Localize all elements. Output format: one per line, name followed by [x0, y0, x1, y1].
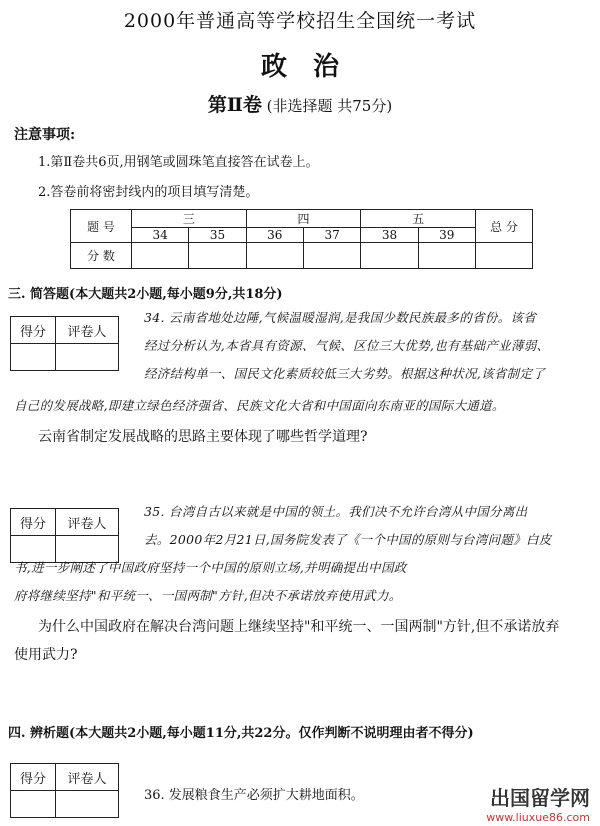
- score-cell[interactable]: [132, 243, 189, 269]
- q34-line-1: 34. 云南省地处边陲,气候温暖湿润,是我国少数民族最多的省份。该省: [144, 310, 537, 325]
- q35-line-3: 书,进一步阐述了中国政府坚持一个中国的原则立场,并明确提出中国政: [14, 560, 407, 575]
- group-4-header: 四: [246, 210, 361, 228]
- grader-score-label: 得分: [11, 764, 56, 791]
- volume-label: 第Ⅱ卷: [207, 94, 262, 116]
- question-number: 34: [132, 228, 189, 243]
- q35-question-line-1: 为什么中国政府在解决台湾问题上继续坚持"和平统一、一国两制"方针,但不承诺放弃: [38, 619, 560, 635]
- watermark-name: 出国留学网: [490, 786, 590, 810]
- q36-text: 36. 发展粮食生产必须扩大耕地面积。: [144, 788, 364, 803]
- score-cell[interactable]: [361, 243, 418, 269]
- grader-reviewer-label: 评卷人: [56, 509, 119, 536]
- subject-title: 政治: [260, 52, 365, 82]
- question-number: 38: [361, 228, 418, 243]
- grader-reviewer-label: 评卷人: [56, 317, 119, 344]
- q34-question: 云南省制定发展战略的思路主要体现了哪些哲学道理?: [38, 429, 368, 445]
- section4-heading: 四. 辨析题(本大题共2小题,每小题11分,共22分。仅作判断不说明理由者不得分): [8, 726, 474, 741]
- grader-score-cell[interactable]: [11, 344, 56, 371]
- total-score-cell[interactable]: [476, 243, 533, 269]
- score-cell[interactable]: [246, 243, 303, 269]
- grader-box-34: [10, 316, 119, 371]
- question-number: 36: [246, 228, 303, 243]
- exam-title: 2000年普通高等学校招生全国统一考试: [123, 10, 477, 32]
- grader-reviewer-cell[interactable]: [56, 791, 119, 818]
- notice-heading: 注意事项:: [14, 127, 76, 143]
- q35-line-2: 去。2000年2月21日,国务院发表了《一个中国的原则与台湾问题》白皮: [144, 532, 552, 547]
- question-number-label: 题 号: [71, 210, 132, 243]
- q34-line-3: 经济结构单一、国民文化素质较低三大劣势。根据这种状况,该省制定了: [144, 366, 546, 381]
- score-cell[interactable]: [418, 243, 475, 269]
- q34-line-2: 经过分析认为,本省具有资源、气候、区位三大优势,也有基础产业薄弱、: [144, 338, 550, 353]
- grader-reviewer-cell[interactable]: [56, 344, 119, 371]
- grader-score-label: 得分: [11, 509, 56, 536]
- score-cell[interactable]: [189, 243, 246, 269]
- group-5-header: 五: [361, 210, 476, 228]
- score-cell[interactable]: [303, 243, 360, 269]
- grader-reviewer-label: 评卷人: [56, 764, 119, 791]
- grader-box-35: [10, 508, 119, 563]
- q35-question-line-2: 使用武力?: [14, 647, 78, 663]
- notice-item-1: 1.第Ⅱ卷共6页,用钢笔或圆珠笔直接答在试卷上。: [38, 155, 319, 170]
- volume-note: (非选择题 共75分): [266, 97, 393, 115]
- grader-score-label: 得分: [11, 317, 56, 344]
- question-number: 35: [189, 228, 246, 243]
- volume-line: [0, 90, 600, 117]
- watermark: [486, 782, 590, 824]
- question-number: 37: [303, 228, 360, 243]
- q35-line-1: 35. 台湾自古以来就是中国的领土。我们决不允许台湾从中国分离出: [144, 504, 528, 519]
- question-number: 39: [418, 228, 475, 243]
- total-label: 总 分: [476, 210, 533, 243]
- score-table: [70, 209, 533, 269]
- watermark-url: www.liuxue86.com: [486, 811, 590, 824]
- score-label: 分 数: [71, 243, 132, 269]
- notice-item-2: 2.答卷前将密封线内的项目填写清楚。: [38, 185, 259, 200]
- section3-heading: 三. 简答题(本大题共2小题,每小题9分,共18分): [8, 287, 283, 302]
- grader-score-cell[interactable]: [11, 791, 56, 818]
- q35-line-4: 府将继续坚持"和平统一、一国两制"方针,但决不承诺放弃使用武力。: [14, 588, 402, 603]
- grader-box-36: [10, 763, 119, 818]
- group-3-header: 三: [132, 210, 247, 228]
- q34-line-4: 自己的发展战略,即建立绿色经济强省、民族文化大省和中国面向东南亚的国际大通道。: [14, 398, 505, 413]
